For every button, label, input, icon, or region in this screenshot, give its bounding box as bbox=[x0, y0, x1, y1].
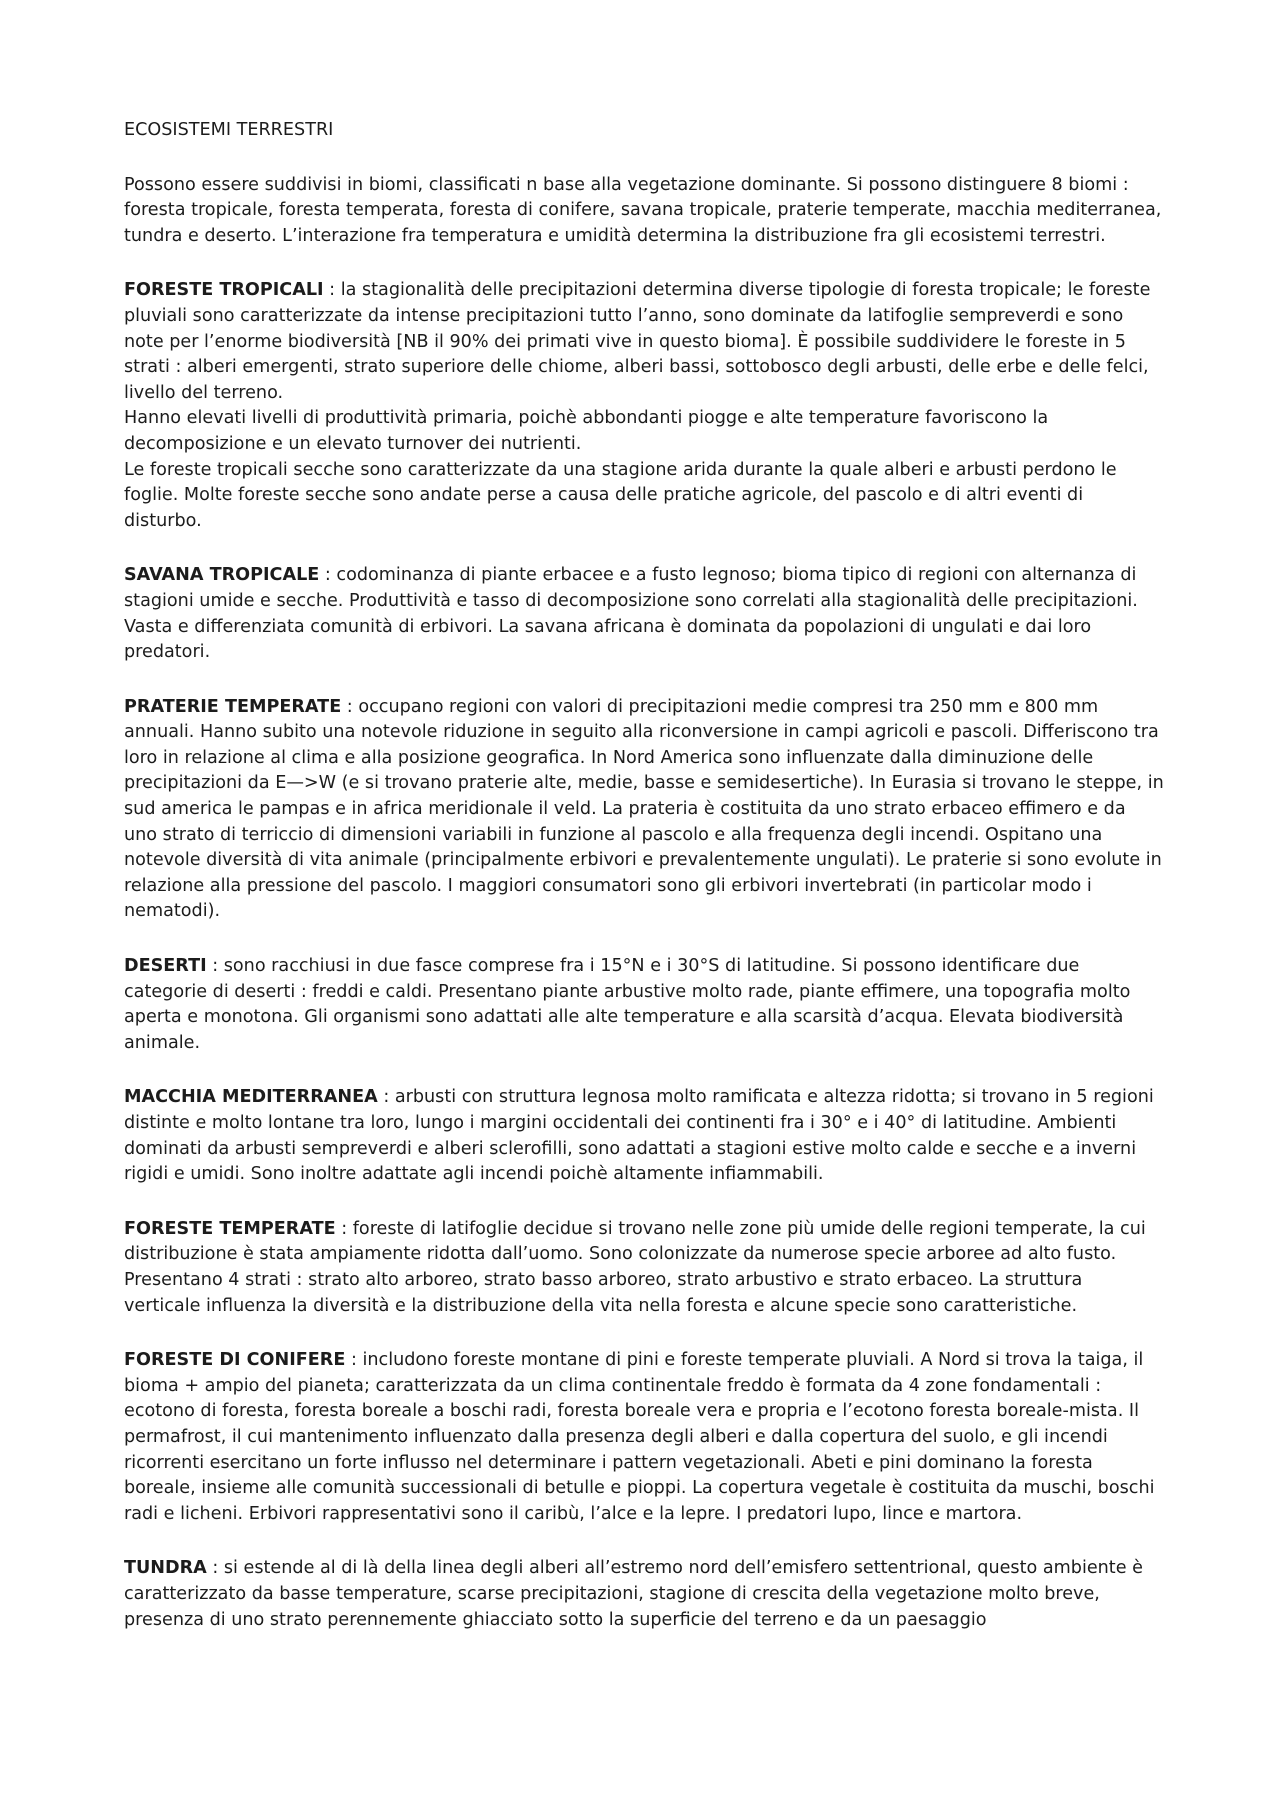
document-page bbox=[124, 118, 1164, 1633]
section-heading: MACCHIA MEDITERRANEA bbox=[124, 1087, 378, 1108]
section-savana-tropicale bbox=[124, 563, 1164, 665]
section-deserti bbox=[124, 954, 1164, 1056]
section-tundra bbox=[124, 1556, 1164, 1633]
section-text: : occupano regioni con valori di precipitazioni medie compresi tra 250 mm e 800 mm annuali. Hanno subito una notevole riduzione in seguito alla riconversione in campi agricoli e pascoli. Differiscono tra loro in relazione al clima e alla posizione geografica. In Nord America sono influenzate dalla diminuzione delle precipitazioni da E—>W (e si trovano praterie alte, medie, basse e semidesertiche). In Eurasia si trovano le steppe, in sud america le pampas e in africa meridionale il veld. La prateria è costituita da uno strato erbaceo effimero e da uno strato di terriccio di dimensioni variabili in funzione al pascolo e alla frequenza degli incendi. Ospitano una notevole diversità di vita animale (principalmente erbivori e prevalentemente ungulati). Le praterie si sono evolute in relazione alla pressione del pascolo. I maggiori consumatori sono gli erbivori invertebrati (in particolar modo i nematodi). bbox=[124, 696, 1164, 922]
section-text: : foreste di latifoglie decidue si trovano nelle zone più umide delle regioni temperate, la cui distribuzione è stata ampiamente ridotta dall’uomo. Sono colonizzate da numerose specie arboree ad alto fusto. Presentano 4 strati : strato alto arboreo, strato basso arboreo, strato arbustivo e strato erbaceo. La struttura verticale influenza la diversità e la distribuzione della vita nella foresta e alcune specie sono caratteristiche. bbox=[124, 1218, 1146, 1316]
section-foreste-temperate bbox=[124, 1217, 1164, 1319]
section-heading: DESERTI bbox=[124, 956, 207, 977]
section-praterie-temperate bbox=[124, 695, 1164, 925]
section-heading: FORESTE DI CONIFERE bbox=[124, 1350, 346, 1371]
section-heading: PRATERIE TEMPERATE bbox=[124, 696, 342, 717]
section-macchia-mediterranea bbox=[124, 1085, 1164, 1187]
section-text: : includono foreste montane di pini e foreste temperate pluviali. A Nord si trova la taiga, il bioma + ampio del pianeta; caratterizzata da un clima continentale freddo è formata da 4 zone fondamentali : ecotono di foresta, foresta boreale a boschi radi, foresta boreale vera e propria e l’ecotono foresta boreale-mista. Il permafrost, il cui mantenimento influenzato dalla presenza degli alberi e dalla copertura del suolo, e gli incendi ricorrenti esercitano un forte influsso nel determinare i pattern vegetazionali. Abeti e pini dominano la foresta boreale, insieme alle comunità successionali di betulle e pioppi. La copertura vegetale è costituita da muschi, boschi radi e licheni. Erbivori rappresentativi sono il caribù, l’alce e la lepre. I predatori lupo, lince e martora. bbox=[124, 1350, 1155, 1524]
section-text: : arbusti con struttura legnosa molto ramificata e altezza ridotta; si trovano in 5 regioni distinte e molto lontane tra loro, lungo i margini occidentali dei continenti fra i 30° e i 40° di latitudine. Ambienti dominati da arbusti sempreverdi e alberi sclerofilli, sono adattati a stagioni estive molto calde e secche e a inverni rigidi e umidi. Sono inoltre adattate agli incendi poichè altamente infiammabili. bbox=[124, 1087, 1154, 1185]
section-text: : codominanza di piante erbacee e a fusto legnoso; bioma tipico di regioni con alternanza di stagioni umide e secche. Produttività e tasso di decomposizione sono correlati alla stagionalità delle precipitazioni. Vasta e differenziata comunità di erbivori. La savana africana è dominata da popolazioni di ungulati e dai loro predatori. bbox=[124, 565, 1138, 663]
section-text: : sono racchiusi in due fasce comprese fra i 15°N e i 30°S di latitudine. Si possono identificare due categorie di deserti : freddi e caldi. Presentano piante arbustive molto rade, piante effimere, una topografia molto aperta e monotona. Gli organismi sono adattati alle alte temperature e alla scarsità d’acqua. Elevata biodiversità animale. bbox=[124, 956, 1131, 1053]
section-foreste-di-conifere bbox=[124, 1348, 1164, 1527]
section-text: : si estende al di là della linea degli alberi all’estremo nord dell’emisfero settentrional, questo ambiente è caratterizzato da basse temperature, scarse precipitazioni, stagione di crescita della vegetazione molto breve, presenza di uno strato perennemente ghiacciato sotto la superficie del terreno e da un paesaggio bbox=[124, 1558, 1143, 1630]
section-heading: TUNDRA bbox=[124, 1558, 207, 1579]
section-paragraph: Le foreste tropicali secche sono caratterizzate da una stagione arida durante la quale alberi e arbusti perdono le foglie. Molte foreste secche sono andate perse a causa delle pratiche agricole, del pascolo e di altri eventi di disturbo. bbox=[124, 459, 1117, 531]
document-title: ECOSISTEMI TERRESTRI bbox=[124, 120, 334, 140]
section-text: : la stagionalità delle precipitazioni determina diverse tipologie di foresta tropicale; le foreste pluviali sono caratterizzate da intense precipitazioni tutto l’anno, sono dominate da latifoglie sempreverdi e sono note per l’enorme biodiversità [NB il 90% dei primati vive in questo bioma]. È possibile suddividere le foreste in 5 strati : alberi emergenti, strato superiore delle chiome, alberi bassi, sottobosco degli arbusti, delle erbe e delle felci, livello del terreno. bbox=[124, 280, 1151, 403]
section-paragraph bbox=[124, 278, 1164, 406]
section-heading: FORESTE TROPICALI bbox=[124, 280, 324, 301]
intro-paragraph: Possono essere suddivisi in biomi, classificati n base alla vegetazione dominante. Si possono distinguere 8 biomi : foresta tropicale, foresta temperata, foresta di conifere, savana tropicale, praterie temperate, macchia mediterranea, tundra e deserto. L’interazione fra temperatura e umidità determina la distribuzione fra gli ecosistemi terrestri. bbox=[124, 174, 1162, 246]
section-heading: FORESTE TEMPERATE bbox=[124, 1218, 336, 1239]
section-paragraph: Hanno elevati livelli di produttività primaria, poichè abbondanti piogge e alte temperature favoriscono la decomposizione e un elevato turnover dei nutrienti. bbox=[124, 408, 1049, 454]
section-heading: SAVANA TROPICALE bbox=[124, 565, 320, 586]
section-foreste-tropicali bbox=[124, 278, 1164, 534]
